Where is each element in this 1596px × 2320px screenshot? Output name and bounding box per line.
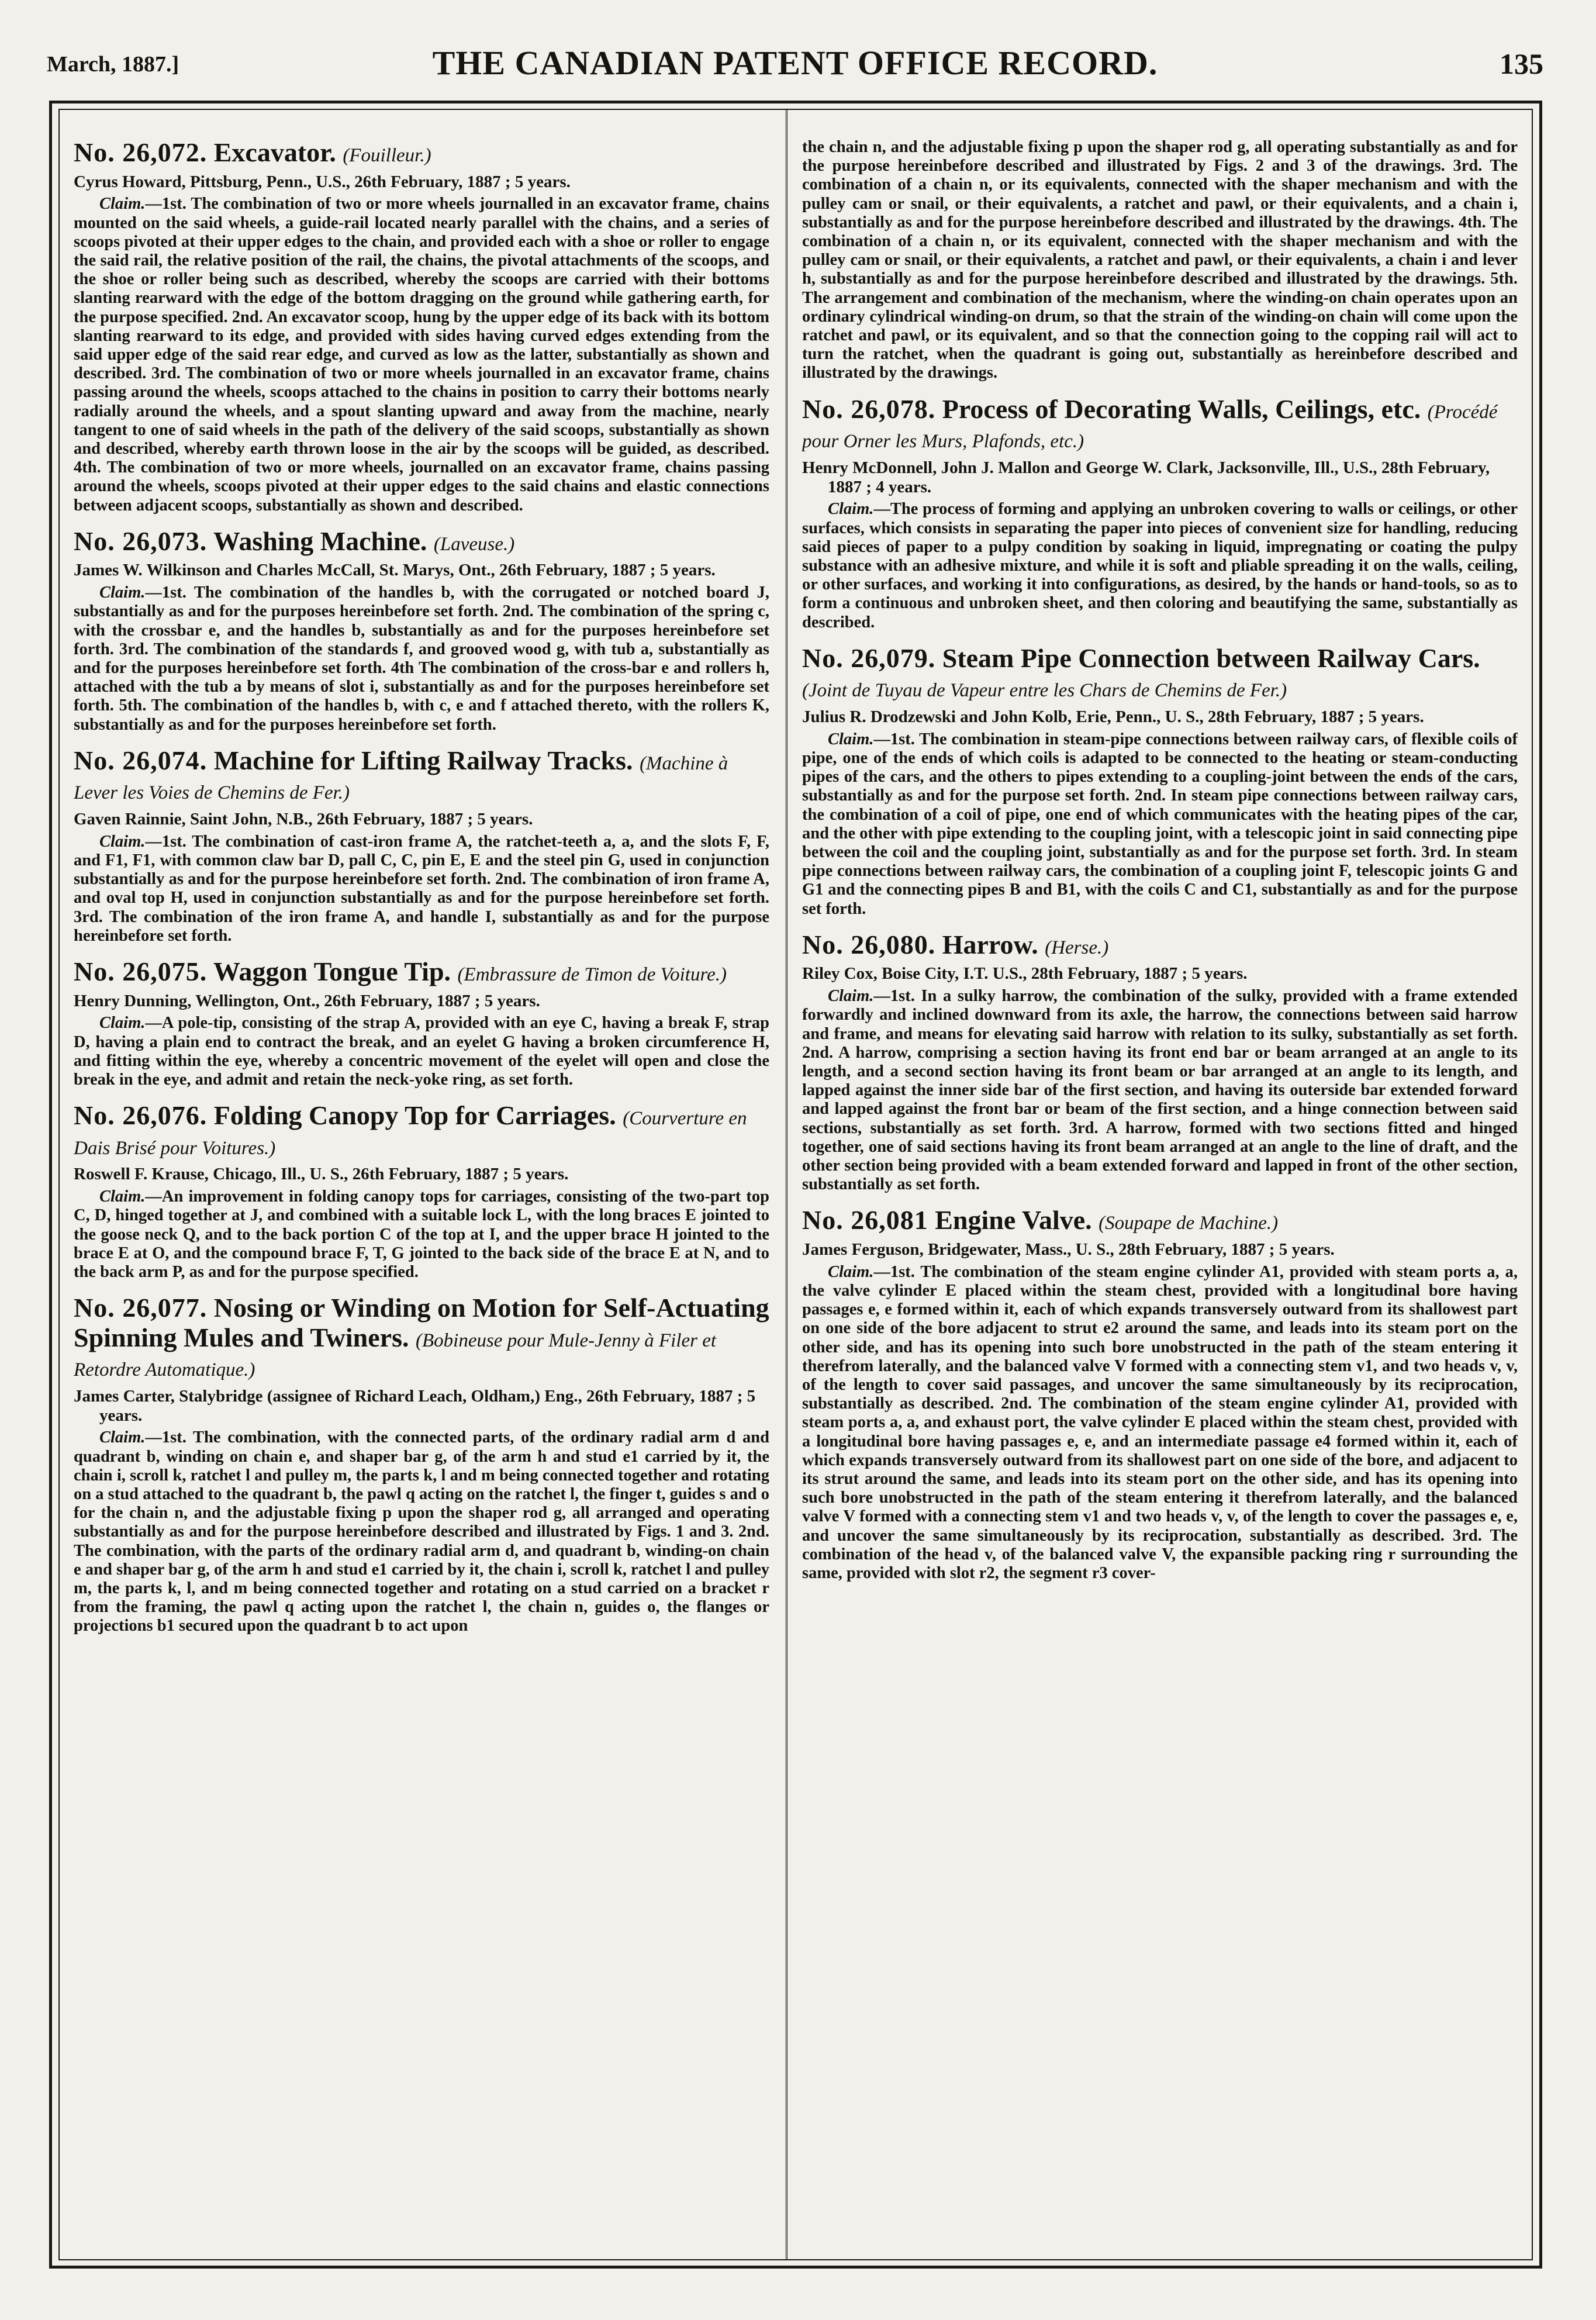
claim-label: Claim. — [99, 584, 146, 602]
patent-title: Steam Pipe Connection between Railway Cars. — [942, 643, 1480, 673]
patent-entry — [74, 746, 769, 945]
patent-number: No. 26,078. — [802, 393, 936, 424]
patent-entry — [74, 1293, 769, 1636]
patent-heading — [74, 138, 769, 168]
patent-claim — [802, 1263, 1518, 1583]
right-column — [802, 138, 1518, 2249]
patent-title: Harrow. — [942, 929, 1038, 959]
patent-heading — [802, 644, 1518, 703]
patent-heading — [802, 395, 1518, 454]
patent-entry — [74, 527, 769, 734]
patent-number: No. 26,073. — [74, 526, 208, 556]
claim-label: Claim. — [99, 1014, 146, 1033]
patent-entry — [802, 1206, 1518, 1583]
column-divider — [786, 109, 787, 2260]
patent-title: Engine Valve. — [935, 1205, 1092, 1235]
patent-number: No. 26,075. — [74, 956, 208, 986]
claim-text: —A pole-tip, consisting of the strap A, provided with an eye C, having a break F, strap D, having a plain end to contract the break, and an eyelet G having a broken circumference H, and fitting within the eye, whereby a concentric movement of the eyelet will open and close the break in the eye, and admit and retain the neck-yoke ring, as set forth. — [74, 1014, 769, 1089]
patent-byline: James Ferguson, Bridgewater, Mass., U. S., 28th February, 1887 ; 5 years. — [802, 1240, 1335, 1259]
claim-text: —1st. The combination of the handles b, with the corrugated or notched board J, substantially as and for the purposes hereinbefore set forth. 2nd. The combination of the spring c, with the crossbar e, and the handles b, substantially as and for the purposes hereinbefore set forth. 3rd. The combination of the standards f, and grooved wood g, with tub a, substantially as and for the purposes hereinbefore set forth. 4th The combination of the cross-bar e and rollers h, attached with the tub a by means of slot i, substantially as and for the purposes hereinbefore set forth. 5th. The combination of the handles b, with c, e and f attached thereto, with the rollers K, substantially as and for the purposes hereinbefore set forth. — [74, 584, 769, 734]
patent-entry — [74, 1101, 769, 1282]
patent-french-title: (Procédé pour Orner les Murs, Plafonds, etc.) — [802, 401, 1498, 453]
claim-text: —An improvement in folding canopy tops for carriages, consisting of the two-part top C, D, hinged together at J, and combined with a suitable lock L, with the long braces E jointed to the goose neck Q, and to the back portion C of the top at I, and the upper brace H jointed to the brace E at O, and the compound brace F, T, G jointed to the back side of the brace E at N, and to the back arm P, as and for the purpose specified. — [74, 1187, 769, 1281]
patent-heading — [74, 957, 769, 987]
patent-heading — [74, 746, 769, 805]
patent-claim — [74, 833, 769, 945]
patent-byline: Henry McDonnell, John J. Mallon and George W. Clark, Jacksonville, Ill., U.S., 28th February, 1887 ; 4 years. — [802, 458, 1490, 496]
patent-byline: Henry Dunning, Wellington, Ont., 26th February, 1887 ; 5 years. — [74, 991, 540, 1010]
patent-french-title: (Herse.) — [1045, 937, 1109, 958]
patent-claim — [74, 1428, 769, 1635]
patent-number: No. 26,076. — [74, 1100, 208, 1131]
patent-french-title: (Laveuse.) — [433, 533, 515, 555]
claim-text: —1st. The combination, with the connected parts, of the ordinary radial arm d and quadrant b, winding on chain e, and shaper bar g, of the arm h and stud e1 carried by it, the chain i, scroll k, ratchet l and pulley m, the parts k, l and m being connected together and rotating on a stud attached to the quadrant b, the pawl q acting on the ratchet l, the finger t, guides s and o for the chain n, and the adjustable fixing p upon the shaper rod g, all arranged and operating substantially as and for the purpose hereinbefore described and illustrated by Figs. 1 and 3. 2nd. The combination, with the parts of the ordinary radial arm d, and quadrant b, winding-on chain e and shaper bar g, of the arm h and stud e1 carried by it, the chain i, scroll k, ratchet l and pulley m, the parts k, l, and m being connected together and rotating on a stud carried on a bracket r from the framing, the pawl q acting upon the ratchet l, the chain n, guides o, the flanges or projections b1 secured upon the quadrant b to act upon — [74, 1428, 769, 1635]
patent-entry — [802, 930, 1518, 1194]
patent-number: No. 26,079. — [802, 643, 936, 673]
patent-number: No. 26,074. — [74, 745, 208, 775]
claim-label: Claim. — [99, 832, 146, 851]
patent-claim — [802, 500, 1518, 631]
patent-title: Waggon Tongue Tip. — [213, 956, 451, 986]
claim-label: Claim. — [828, 730, 874, 748]
patent-entry — [74, 138, 769, 515]
patent-number: No. 26,081 — [802, 1205, 928, 1235]
patent-number: No. 26,072. — [74, 138, 208, 167]
patent-claim — [74, 1014, 769, 1089]
issue-date: March, 1887.] — [47, 52, 179, 77]
patent-heading — [74, 1293, 769, 1382]
patent-claim — [74, 1187, 769, 1282]
continued-claim-text: the chain n, and the adjustable fixing p upon the shaper rod g, all operating substantially as and for the purpose hereinbefore described and illustrated by Figs. 2 and 3 of the drawings. 3rd. The combination of a chain n, or its equivalents, connected with the shaper mechanism and with the pulley cam or snail, or their equivalents, a ratchet and pawl, or their equivalents, and a chain i, substantially as and for the purpose hereinbefore described and illustrated by the drawings. 4th. The combination of a chain n, or its equivalent, connected with the shaper mechanism and with the pulley cam or snail, or their equivalents, a ratchet and pawl, or their equivalents, a chain i and lever h, substantially as and for the purpose hereinbefore described and illustrated by the drawings. 5th. The arrangement and combination of the mechanism, where the winding-on chain operates upon an ordinary cylindrical winding-on drum, so that the strain of the winding-on chain will come upon the ratchet and pawl, or its equivalent, and so that the connection going to the copping rail will act to turn the ratchet, when the quadrant is going out, substantially as hereinbefore described and illustrated by the drawings. — [802, 138, 1518, 382]
patent-claim — [802, 730, 1518, 919]
patent-french-title: (Machine à Lever les Voies de Chemins de Fer.) — [74, 752, 728, 804]
claim-label: Claim. — [828, 987, 874, 1006]
patent-entry — [74, 957, 769, 1089]
claim-text: —1st. The combination in steam-pipe connections between railway cars, of flexible coils of pipe, one of the ends of which coils is adapted to be connected to the heating or steam-conducting pipes of the cars, and the others to pipes extending to a coupling-joint between the ends of the cars, substantially as and for the purpose set forth. 2nd. In steam pipe connections between railway cars, the combination of a coil of pipe, one end of which communicates with the heating pipes of the car, and the other with pipe extending to the coupling joint, with a telescopic joint in said connecting pipe between the coil and the coupling joint, substantially as and for the purpose set forth. 3rd. In steam pipe connections between railway cars, the combination of a coupling joint F, telescopic joints G and G1 and the connecting pipes B and B1, with the coils C and C1, substantially as and for the purpose set forth. — [802, 730, 1518, 918]
patent-number: No. 26,077. — [74, 1293, 208, 1323]
claim-label: Claim. — [99, 195, 146, 213]
claim-text: —The process of forming and applying an unbroken covering to walls or ceilings, or other surfaces, which consists in separating the paper into pieces of convenient size for handling, reducing said pieces of paper to a pulpy condition by soaking in liquid, impregnating or coating the pulpy substance with an adhesive mixture, and while it is soft and pliable spreading it on the walls, ceiling, or other surfaces, and working it into configurations, as desired, by the hands or hand-tools, so as to form a continuous and unbroken sheet, and then coloring and beautifying the same, substantially as described. — [802, 500, 1518, 631]
patent-french-title: (Soupape de Machine.) — [1098, 1213, 1279, 1234]
patent-french-title: (Embrassure de Timon de Voiture.) — [457, 964, 727, 985]
patent-heading — [802, 930, 1518, 960]
patent-title: Process of Decorating Walls, Ceilings, etc. — [942, 393, 1421, 424]
patent-heading — [74, 1101, 769, 1160]
claim-label: Claim. — [99, 1187, 146, 1206]
page-number: 135 — [1500, 47, 1543, 80]
patent-title: Washing Machine. — [213, 526, 427, 556]
patent-byline: Cyrus Howard, Pittsburg, Penn., U.S., 26th February, 1887 ; 5 years. — [74, 172, 571, 191]
patent-byline: James W. Wilkinson and Charles McCall, St. Marys, Ont., 26th February, 1887 ; 5 years. — [74, 561, 716, 580]
patent-title: Nosing or Winding on Motion for Self-Actuating Spinning Mules and Twiners. — [74, 1293, 769, 1352]
patent-heading — [802, 1206, 1518, 1235]
claim-label: Claim. — [828, 1262, 874, 1281]
patent-byline: Riley Cox, Boise City, I.T. U.S., 28th February, 1887 ; 5 years. — [802, 964, 1248, 983]
patent-french-title: (Bobineuse pour Mule-Jenny à Filer et Retordre Automatique.) — [74, 1330, 717, 1381]
patent-entry — [802, 644, 1518, 919]
claim-label: Claim. — [99, 1428, 146, 1447]
patent-title: Machine for Lifting Railway Tracks. — [213, 745, 633, 775]
claim-text: —1st. The combination of two or more wheels journalled in an excavator frame, chains mounted on the said wheels, a guide-rail located nearly parallel with the chains, and a series of scoops pivoted at their upper edges to the chain, and provided each with a shoe or roller to engage the said rail, the relative position of the rail, the chains, the pivotal attachments of the scoops, and the shoe or roller being such as described, whereby the scoops are carried with their bottoms slanting rearward with the edge of the bottom dragging on the ground while gathering earth, for the purpose specified. 2nd. An excavator scoop, hung by the upper edge of its back with its bottom slanting rearward to its edge, and provided with sides having curved edges extending from the said upper edge of the said rear edge, and curved as low as the latter, substantially as shown and described. 3rd. The combination of two or more wheels journalled in an excavator frame, chains passing around the wheels, scoops attached to the chains in position to carry their bottoms nearly radially around the wheels, and a spout slanting upward and away from the machine, nearly tangent to one of said wheels in the path of the delivery of the said scoops, substantially as shown and described, whereby earth thrown loose in the air by the scoops will be guided, as described. 4th. The combination of two or more wheels, journalled on an excavator frame, chains passing around the wheels, scoops pivoted at their upper edges to the said chains and elastic connections between adjacent scoops, substantially as shown and described. — [74, 195, 769, 515]
patent-claim — [74, 584, 769, 734]
patent-title: Excavator. — [213, 138, 336, 167]
patent-french-title: (Fouilleur.) — [343, 145, 431, 166]
patent-claim — [74, 195, 769, 515]
patent-heading — [74, 527, 769, 557]
claim-label: Claim. — [828, 500, 874, 519]
patent-number: No. 26,080. — [802, 929, 936, 959]
patent-byline: James Carter, Stalybridge (assignee of Richard Leach, Oldham,) Eng., 26th February, 1887 ; 5 years. — [74, 1386, 756, 1425]
left-column — [74, 138, 769, 2249]
claim-text: —1st. The combination of the steam engine cylinder A1, provided with steam ports a, a, the valve cylinder E placed within the steam chest, provided with a longitudinal bore having passages e, e formed within it, each of which expands transversely outward from its shallowest part on one side of the bore adjacent to strut e2 around the same, and leads into its steam port on the other side, and has its opening into such bore unobstructed in the path of the steam entering it therefrom laterally, and the balanced valve V formed with a connecting stem v1, and two heads v, v, of the length to cover said passages, and uncover the same simultaneously by its reciprocation, substantially as described. 2nd. The combination of the steam engine cylinder A1, provided with steam ports a, a, and exhaust port, the valve cylinder E placed within the steam chest, provided with a longitudinal bore having passages e, e, and an intermediate passage e4 formed within it, each of which expands transversely outward from its shallowest part on one side of the bore, and adjacent to its strut around the same, and leads into its steam port on the other side, and has its opening into such bore unobstructed in the path of the steam entering it therefrom laterally, and the balanced valve V formed with a connecting stem v1 and two heads v, v, of the length to cover the passages e, e, and uncover the same simultaneously by its reciprocation, substantially as described. 3rd. The combination of the head v, of the balanced valve V, the expansible packing ring r surrounding the same, provided with slot r2, the segment r3 cover- — [802, 1262, 1518, 1582]
patent-byline: Roswell F. Krause, Chicago, Ill., U. S., 26th February, 1887 ; 5 years. — [74, 1165, 569, 1184]
patent-byline: Julius R. Drodzewski and John Kolb, Erie, Penn., U. S., 28th February, 1887 ; 5 years. — [802, 707, 1424, 726]
patent-claim — [802, 987, 1518, 1194]
patent-entry — [802, 395, 1518, 632]
claim-text: —1st. In a sulky harrow, the combination of the sulky, provided with a frame extended forwardly and inclined downward from its axle, the harrow, the connections between said harrow and frame, and means for elevating said harrow with relation to its sulky, substantially as set forth. 2nd. A harrow, comprising a section having its front end bar or beam arranged at an angle to its length, and a second section having its front beam or bar arranged at an angle to its length, and lapped against the inner side bar of the first section, and having its outerside bar extended forward and lapped against the front bar or beam of the first section, and a hinge connection between said sections, substantially as set forth. 3rd. A harrow, formed with two sections fitted and hinged together, one of said sections having its front beam arranged at an angle to the line of draft, and the other section being provided with a beam extended forward and lapped in front of the other section, substantially as set forth. — [802, 987, 1518, 1194]
claim-text: —1st. The combination of cast-iron frame A, the ratchet-teeth a, a, and the slots F, F, and F1, F1, with common claw bar D, pall C, C, pin E, E and the steel pin G, used in conjunction substantially as and for the purpose hereinbefore set forth. 2nd. The combination of iron frame A, and oval top H, used in conjunction substantially as and for the purpose hereinbefore set forth. 3rd. The combination of the iron frame A, and handle I, substantially as and for the purpose hereinbefore set forth. — [74, 832, 769, 945]
patent-byline: Gaven Rainnie, Saint John, N.B., 26th February, 1887 ; 5 years. — [74, 809, 533, 828]
publication-title: THE CANADIAN PATENT OFFICE RECORD. — [432, 44, 1158, 82]
page-header — [47, 43, 1543, 84]
patent-title: Folding Canopy Top for Carriages. — [213, 1100, 616, 1131]
patent-french-title: (Joint de Tuyau de Vapeur entre les Chars de Chemins de Fer.) — [802, 680, 1287, 702]
patent-french-title: (Courverture en Dais Brisé pour Voitures.) — [74, 1108, 747, 1159]
